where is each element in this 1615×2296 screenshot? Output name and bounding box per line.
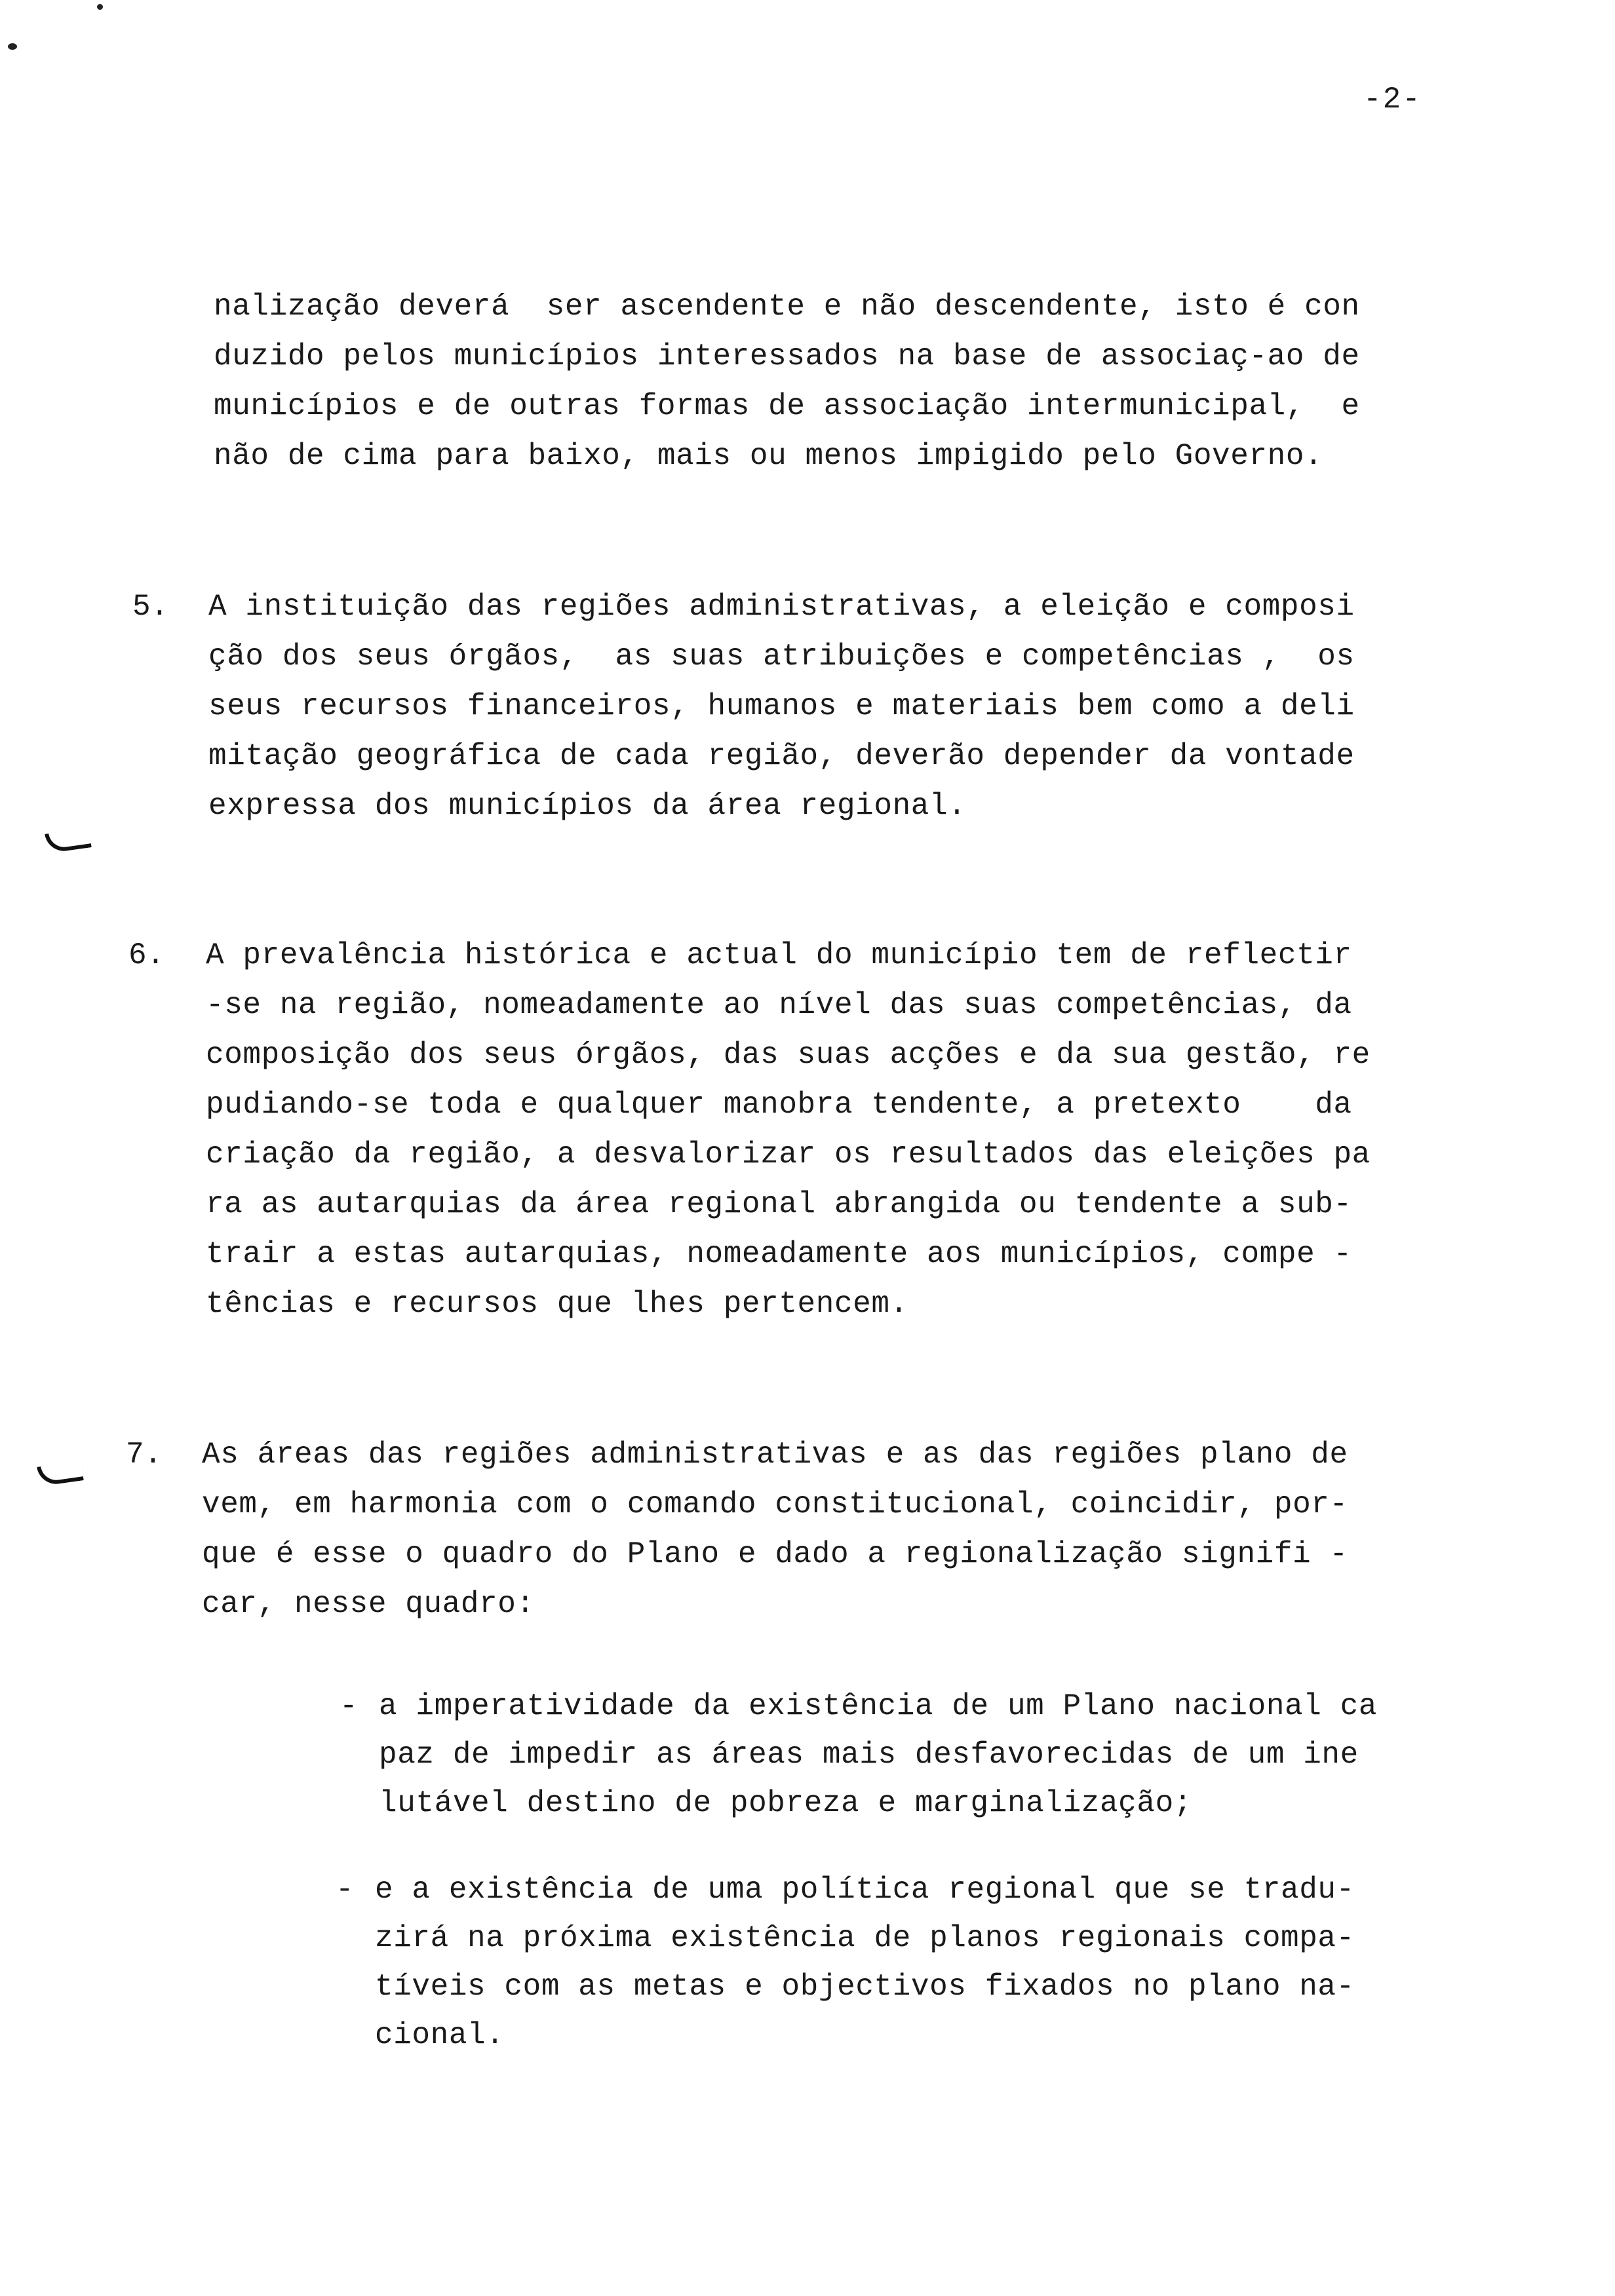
text-line: trair a estas autarquias, nomeadamente aos municípios, compe - xyxy=(206,1237,1352,1271)
text-line: ra as autarquias da área regional abrangida ou tendente a sub- xyxy=(206,1187,1352,1221)
text-line: A prevalência histórica e actual do município tem de reflectir xyxy=(206,938,1352,972)
text-line: zirá na próxima existência de planos regionais compa- xyxy=(375,1921,1355,1955)
scan-speck xyxy=(97,4,103,10)
text-line: A instituição das regiões administrativas, a eleição e composi xyxy=(208,590,1355,624)
text-line: pudiando-se toda e qualquer manobra tendente, a pretexto da xyxy=(206,1088,1352,1122)
item-number: 7. xyxy=(126,1438,163,1472)
scan-speck xyxy=(8,43,17,50)
text-line: composição dos seus órgãos, das suas acções e da sua gestão, re xyxy=(206,1038,1371,1072)
dash-marker: - xyxy=(340,1689,358,1723)
dash-marker: - xyxy=(336,1873,354,1907)
text-line: tências e recursos que lhes pertencem. xyxy=(206,1287,908,1321)
item-number: 5. xyxy=(132,590,169,624)
text-line: paz de impedir as áreas mais desfavorecidas de um ine xyxy=(379,1738,1359,1772)
text-line: ção dos seus órgãos, as suas atribuições e competências , os xyxy=(208,640,1355,674)
page-number: -2- xyxy=(1363,83,1422,117)
text-line: a imperatividade da existência de um Plano nacional ca xyxy=(379,1689,1378,1723)
text-line: expressa dos municípios da área regional. xyxy=(208,789,967,823)
text-line: duzido pelos municípios interessados na base de associaç-ao de xyxy=(214,339,1360,373)
text-line: que é esse o quadro do Plano e dado a regionalização signifi - xyxy=(202,1537,1348,1571)
text-line: tíveis com as metas e objectivos fixados no plano na- xyxy=(375,1970,1355,2004)
text-line: nalização deverá ser ascendente e não descendente, isto é con xyxy=(214,290,1360,324)
text-line: vem, em harmonia com o comando constitucional, coincidir, por- xyxy=(202,1487,1348,1521)
item-number: 6. xyxy=(128,938,165,972)
text-line: não de cima para baixo, mais ou menos impigido pelo Governo. xyxy=(214,439,1323,473)
text-line: lutável destino de pobreza e marginalização; xyxy=(379,1786,1192,1820)
text-line: mitação geográfica de cada região, deverão depender da vontade xyxy=(208,739,1355,773)
text-line: e a existência de uma política regional que se tradu- xyxy=(375,1873,1355,1907)
text-line: criação da região, a desvalorizar os resultados das eleições pa xyxy=(206,1138,1371,1172)
text-line: As áreas das regiões administrativas e as das regiões plano de xyxy=(202,1438,1348,1472)
margin-tick-mark xyxy=(37,1461,84,1486)
text-line: cional. xyxy=(375,2018,505,2052)
text-line: car, nesse quadro: xyxy=(202,1587,535,1621)
text-line: -se na região, nomeadamente ao nível das suas competências, da xyxy=(206,988,1352,1022)
margin-tick-mark xyxy=(45,828,92,853)
text-line: seus recursos financeiros, humanos e materiais bem como a deli xyxy=(208,689,1355,723)
text-line: municípios e de outras formas de associação intermunicipal, e xyxy=(214,389,1360,423)
